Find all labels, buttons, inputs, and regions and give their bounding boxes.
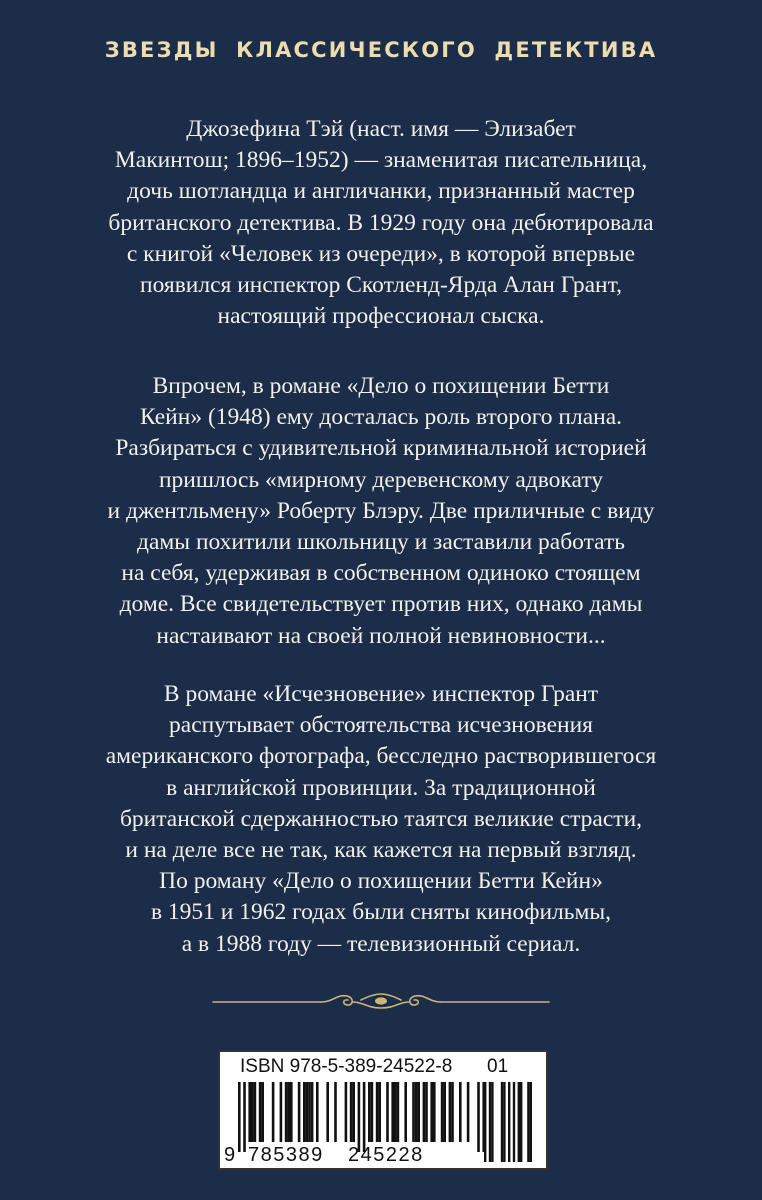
text-line: и джентльмену» Роберту Блэру. Две приличные с виду (107, 497, 655, 524)
barcode-bar (326, 1082, 329, 1142)
barcode-bar (261, 1082, 264, 1142)
barcode-bar (449, 1082, 452, 1142)
barcode-bar (243, 1082, 246, 1152)
barcode-addon-bar (520, 1082, 522, 1162)
barcode-bar (443, 1082, 446, 1142)
text-line: доме. Все свидетельствует против них, однако дамы (119, 591, 643, 618)
barcode-bar (394, 1082, 397, 1142)
barcode-bar (358, 1082, 361, 1152)
barcode-bar (308, 1082, 311, 1142)
isbn-number: ISBN 978-5-389-24522-8 (240, 1056, 453, 1077)
paragraph-author-bio (60, 114, 702, 332)
barcode-bar (425, 1082, 428, 1142)
text-line: Разбираться с удивительной криминальной историей (115, 435, 647, 462)
text-line: с книгой «Человек из очереди», в которой впервые (126, 240, 636, 267)
barcode-bar (477, 1082, 480, 1152)
barcode-addon-bar (508, 1082, 510, 1162)
barcode-bar (254, 1082, 257, 1142)
barcode-bar (298, 1082, 301, 1142)
text-line: настаивают на своей полной невиновности... (156, 622, 606, 649)
barcode-bar (376, 1082, 379, 1142)
barcode-bar (391, 1082, 394, 1142)
text-line: в английской провинции. За традиционной (166, 774, 596, 801)
barcode-bar (433, 1082, 436, 1142)
text-line: британской сдержанностью таятся великие страсти, (119, 805, 643, 832)
barcode-bar (412, 1082, 415, 1142)
barcode-bar (316, 1082, 319, 1142)
text-line: Впрочем, в романе «Дело о похищении Бетти (152, 373, 610, 399)
barcode-first-digit: 9 (224, 1144, 237, 1166)
text-line: По роману «Дело о похищении Бетти Кейн» (159, 868, 603, 895)
barcode-bar (287, 1082, 290, 1142)
text-line: Кейн» (1948) ему досталась роль второго плана. (139, 404, 623, 431)
isbn-addon: 01 (487, 1056, 509, 1077)
text-line: и на деле все не так, как кажется на первый взгляд. (125, 837, 637, 864)
ornament-divider-icon (211, 990, 551, 1014)
text-line: в 1951 и 1962 годах были сняты кинофильмы, (150, 899, 612, 926)
barcode-addon-bar (491, 1082, 493, 1162)
barcode-bar (368, 1082, 371, 1142)
barcode-addon-bar (518, 1082, 520, 1162)
series-title: ЗВЕЗДЫ КЛАССИЧЕСКОГО ДЕТЕКТИВА (104, 38, 658, 62)
text-line: американского фотографа, бесследно растворившегося (105, 743, 657, 770)
barcode-bar (311, 1082, 314, 1142)
barcode-addon-bar (503, 1082, 505, 1162)
barcode-bar (238, 1082, 241, 1152)
barcode-bar (417, 1082, 420, 1142)
paragraph-novel-2 (60, 679, 702, 960)
text-line: британского детектива. В 1929 году она дебютировала (108, 209, 654, 236)
text-line: настоящий профессионал сыска. (217, 303, 545, 330)
barcode-bar (397, 1082, 400, 1142)
barcode-label (218, 1050, 548, 1170)
barcode-bar (378, 1082, 381, 1142)
barcode-addon-bar (530, 1082, 532, 1162)
barcode-bar (467, 1082, 470, 1142)
barcode-bar (350, 1082, 353, 1142)
barcode-left-digits: 785389 (248, 1144, 324, 1166)
barcode-bar (352, 1082, 355, 1142)
text-line: на себя, удерживая в собственном одиноко стоящем (121, 560, 641, 587)
text-line: дочь шотландца и англичанки, признанный мастер (127, 178, 635, 205)
barcode-bar (459, 1082, 462, 1142)
barcode-bar (251, 1082, 254, 1142)
barcode-bar (415, 1082, 418, 1142)
barcode-bar (363, 1082, 366, 1152)
text-line: распутывает обстоятельства исчезновения (169, 712, 593, 739)
barcode-bar (345, 1082, 348, 1142)
barcode-bar (290, 1082, 293, 1142)
barcode-addon-bar (527, 1082, 529, 1162)
text-line: В романе «Исчезновение» инспектор Грант (163, 681, 599, 707)
text-line: Джозефина Тэй (наст. имя — Элизабет (186, 116, 576, 142)
barcode-bar (371, 1082, 374, 1142)
text-line: а в 1988 году — телевизионный сериал. (181, 930, 581, 957)
paragraph-novel-1 (60, 371, 702, 652)
barcode-right-digits: 245228 (348, 1144, 424, 1166)
barcode-bar (386, 1082, 389, 1142)
barcode-addon-bar (501, 1082, 503, 1162)
text-line: Макинтош; 1896–1952) — знаменитая писательница, (114, 147, 648, 174)
barcode-bar (441, 1082, 444, 1142)
text-line: дамы похитили школьницу и заставили работать (137, 529, 625, 556)
barcode-bar (423, 1082, 426, 1142)
barcode-bar (306, 1082, 309, 1142)
text-line: появился инспектор Скотленд-Ярда Алан Грант, (140, 272, 622, 299)
text-line: пришлось «мирному деревенскому адвокату (158, 466, 604, 493)
barcode-bar (285, 1082, 288, 1142)
barcode-bar (404, 1082, 407, 1142)
barcode-addon-bar (484, 1082, 486, 1162)
barcode-bar (248, 1082, 251, 1142)
barcode-bar (451, 1082, 454, 1142)
barcode-bar (334, 1082, 337, 1142)
barcode-bar (303, 1082, 306, 1142)
barcode-bar (280, 1082, 283, 1142)
barcode-bar (272, 1082, 275, 1142)
barcode-bar (430, 1082, 433, 1142)
barcode-addon-bar (513, 1082, 515, 1162)
barcode-bar (259, 1082, 262, 1142)
barcode-addon-bar (489, 1082, 491, 1162)
